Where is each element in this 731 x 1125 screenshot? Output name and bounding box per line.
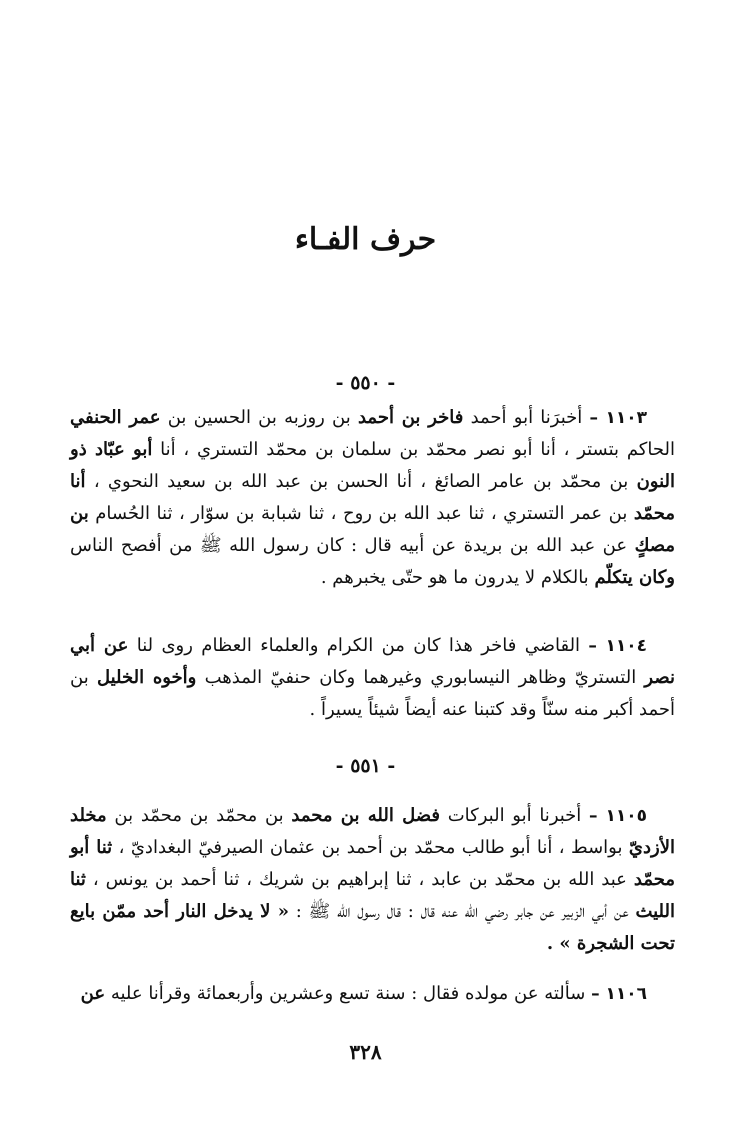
entry-text: القاضي فاخر هذا كان من الكرام والعلماء العظام روى لنا <box>136 635 581 656</box>
entry-1105 <box>70 800 675 960</box>
entry-1103 <box>70 402 675 594</box>
entry-text: بن عمر التستري ، ثنا عبد الله بن روح ، ثنا شبابة بن سوّار ، ثنا الحُسام <box>95 503 628 524</box>
entry-text: الحاكم بتستر ، أنا أبو نصر محمّد بن سلمان بن محمّد التستري ، أنا <box>160 439 675 460</box>
entry-1106 <box>70 978 675 1010</box>
narrator-name: أبو عبّاد ذو النون <box>70 439 675 492</box>
entry-number: ١١٠٤ – <box>588 636 647 656</box>
entry-1104 <box>70 630 675 726</box>
narrator-name: عن أبي نصر <box>70 635 675 688</box>
section-number-551: - ٥٥١ - <box>335 755 396 777</box>
narrator-name: ثنا أبو محمّد <box>70 837 675 890</box>
entry-text: بن محمّد بن محمّد بن <box>114 805 284 826</box>
hadith-quote: « لا يدخل النار أحد ممّن بايع تحت الشجرة » . <box>70 901 675 954</box>
entry-text: أخبرنا أبو البركات <box>447 805 582 826</box>
entry-text: عن أبي الزبير عن جابر رضي الله عنه قال : قال رسول الله ﷺ : <box>295 901 629 922</box>
entry-text: بالكلام لا يدرون ما هو حتّى يخبرهم . <box>320 567 589 588</box>
chapter-title: حرف الفـاء <box>294 222 437 257</box>
narrator-name: بن مصكٍ <box>70 503 675 556</box>
entry-number: ١١٠٥ – <box>589 806 647 826</box>
entry-text: التستريّ وظاهر النيسابوري وغيرهما وكان حنفيّ المذهب <box>204 667 637 688</box>
entry-text: أخبرَنا أبو أحمد <box>470 407 583 428</box>
narrator-name: عمر الحنفي <box>70 407 161 428</box>
emphasized-text: وكان يتكلّم <box>594 567 675 588</box>
entry-text: بن محمّد بن عامر الصائغ ، أنا الحسن بن عبد الله بن سعيد النحوي ، <box>93 471 629 492</box>
narrator-name: وأخوه الخليل <box>96 667 197 688</box>
entry-number: ١١٠٦ – <box>591 984 647 1004</box>
entry-text: عن عبد الله بن بريدة عن أبيه قال : كان رسول الله ﷺ من أفصح الناس <box>70 535 628 556</box>
emphasized-text: عن <box>80 983 106 1004</box>
entry-text: عبد الله بن محمّد بن عابد ، ثنا إبراهيم بن شريك ، ثنا أحمد بن يونس ، <box>92 869 627 890</box>
narrator-name: أنا محمّد <box>70 471 675 524</box>
narrator-name: فضل الله بن محمد <box>291 805 440 826</box>
narrator-name: مخلد الأزديّ <box>70 805 675 858</box>
entry-text: سألته عن مولده فقال : سنة تسع وعشرين وأربعمائة وقرأنا عليه <box>110 983 586 1004</box>
page-number: ٣٢٨ <box>349 1040 382 1064</box>
narrator-name: فاخر بن أحمد <box>357 407 464 428</box>
entry-number: ١١٠٣ – <box>589 408 647 428</box>
entry-text: بواسط ، أنا أبو طالب محمّد بن أحمد بن عثمان الصيرفيّ البغداديّ ، <box>118 837 623 858</box>
entry-text: بن روزبه بن الحسين بن <box>167 407 351 428</box>
narrator-name: ثنا الليث <box>70 869 675 922</box>
entry-text: بن أحمد أكبر منه سنّاً وقد كتبنا عنه أيضاً شيئاً يسيراً . <box>70 667 675 720</box>
section-number-550: - ٥٥٠ - <box>335 372 396 394</box>
